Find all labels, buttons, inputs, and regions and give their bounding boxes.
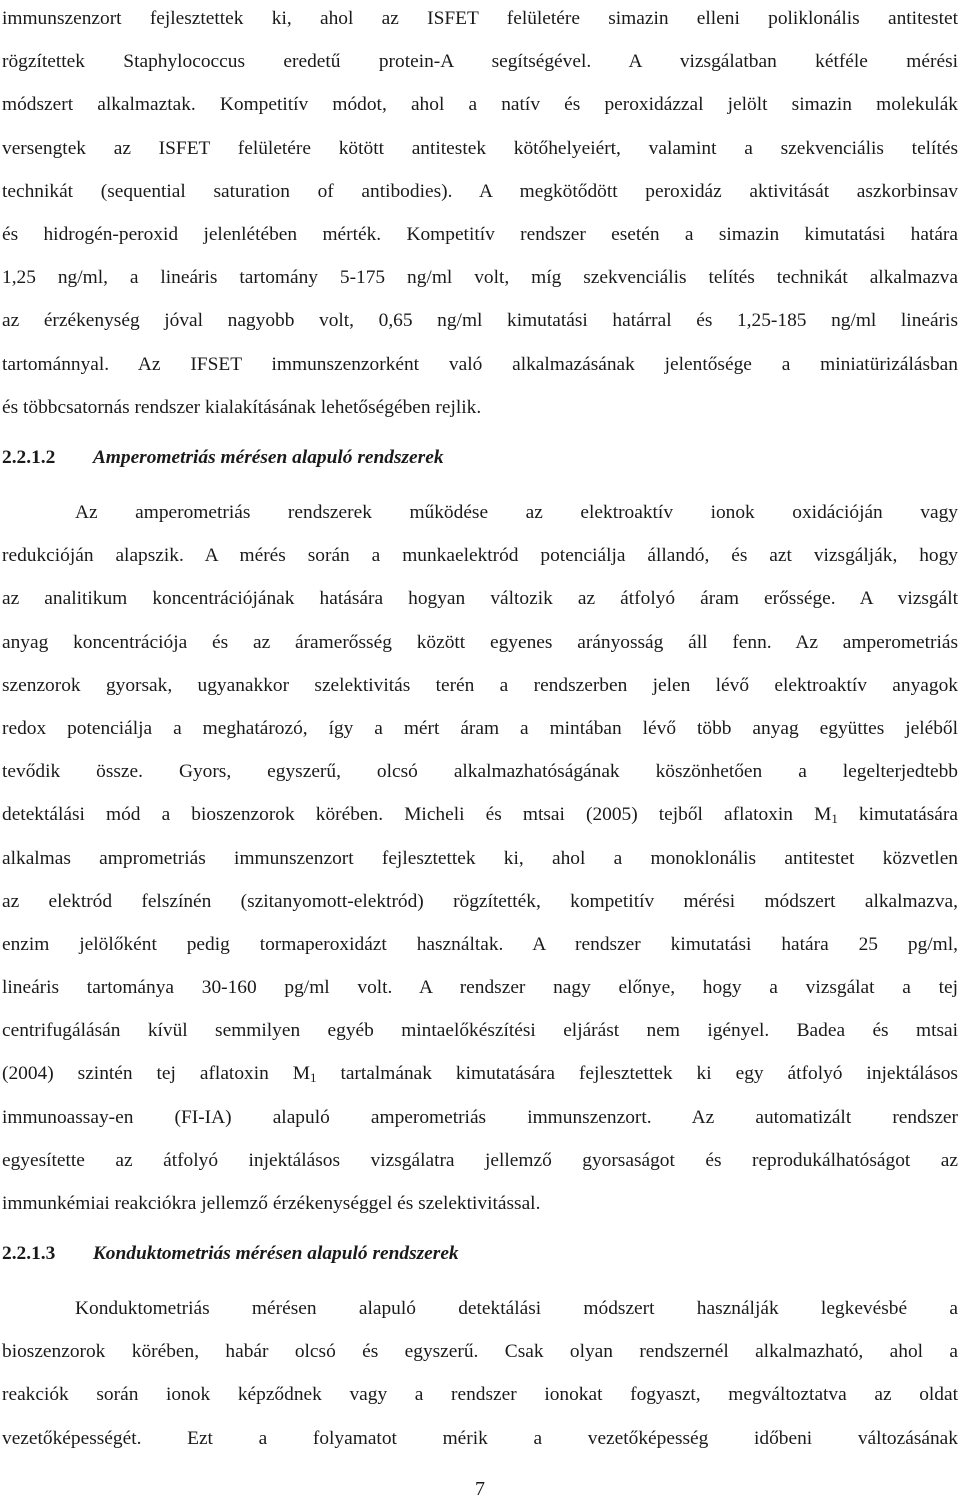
paragraph-amperometric — [2, 491, 958, 1225]
text-line: alkalmas amprometriás immunszenzort fejlesztettek ki, ahol a monoklonális antitestet közvetlen — [2, 847, 958, 869]
text-line: és hidrogén-peroxid jelenlétében mérték. Kompetitív rendszer esetén a simazin kimutatási határa — [2, 223, 958, 245]
text-fragment: tartalmának kimutatására fejlesztettek ki egy átfolyó injektálásos — [316, 1063, 958, 1085]
text-line: az érzékenység jóval nagyobb volt, 0,65 ng/ml kimutatási határral és 1,25-185 ng/ml lineáris — [2, 310, 958, 332]
text-line: módszert alkalmaztak. Kompetitív módot, ahol a natív és peroxidázzal jelölt simazin molekulák — [2, 94, 958, 116]
text-line: egyesítette az átfolyó injektálásos vizsgálatra jellemző gyorsaságot és reprodukálhatóságot az — [2, 1149, 958, 1171]
text-line: centrifugálásán kívül semmilyen egyéb mintaelőkészítési eljárást nem igényel. Badea és mtsai — [2, 1020, 958, 1042]
text-line: tevődik össze. Gyors, egyszerű, olcsó alkalmazhatóságának köszönhetően a legelterjedtebb — [2, 761, 958, 783]
text-line: 1,25 ng/ml, a lineáris tartomány 5-175 ng/ml volt, míg szekvenciális telítés technikát alkalmazva — [2, 267, 958, 289]
text-line: és többcsatornás rendszer kialakításának lehetőségében rejlik. — [2, 396, 482, 418]
text-line: redox potenciálja a meghatározó, így a mért áram a mintában lévő több anyag együttes jeléből — [2, 717, 958, 739]
subscript: 1 — [831, 811, 838, 827]
section-heading-amperometric — [2, 446, 444, 470]
text-line: versengtek az ISFET felületére kötött antitestek kötőhelyeiért, valamint a szekvenciális telítés — [2, 137, 958, 159]
text-line: immunkémiai reakciókra jellemző érzékenységgel és szelektivitással. — [2, 1193, 541, 1214]
text-fragment: (2004) szintén tej aflatoxin M — [2, 1063, 310, 1085]
text-line: immunszenzort fejlesztettek ki, ahol az ISFET felületére simazin elleni poliklonális antitestet — [2, 8, 958, 29]
text-line: rögzítettek Staphylococcus eredetű protein-A segítségével. A vizsgálatban kétféle mérési — [2, 51, 958, 73]
text-line: Az amperometriás rendszerek működése az elektroaktív ionok oxidációján vagy — [75, 502, 958, 523]
text-line: az analitikum koncentrációjának hatására hogyan változik az átfolyó áram erőssége. A vizsgált — [2, 588, 958, 610]
paragraph-conductometric — [2, 1287, 958, 1460]
text-line: Konduktometriás mérésen alapuló detektálási módszert használják legkevésbé a — [75, 1298, 958, 1319]
page-number: 7 — [475, 1478, 485, 1500]
text-fragment: kimutatására — [837, 804, 958, 826]
section-title: Konduktometriás mérésen alapuló rendszerek — [92, 1243, 459, 1264]
text-line: technikát (sequential saturation of antibodies). A megkötődött peroxidáz aktivitását aszkorbinsav — [2, 180, 958, 202]
section-number: 2.2.1.3 — [2, 1243, 56, 1264]
text-line: tartománnyal. Az IFSET immunszenzorként való alkalmazásának jelentősége a miniatürizálásban — [2, 353, 958, 375]
text-line: enzim jelölőként pedig tormaperoxidázt használtak. A rendszer kimutatási határa 25 pg/ml, — [2, 933, 958, 955]
text-line-aflatoxin — [2, 793, 958, 836]
text-line: redukcióján alapszik. A mérés során a munkaelektród potenciálja állandó, és azt vizsgálják, hogy — [2, 545, 958, 567]
text-line: lineáris tartománya 30-160 pg/ml volt. A rendszer nagy előnye, hogy a vizsgálat a tej — [2, 977, 958, 999]
section-heading-conductometric — [2, 1242, 459, 1266]
text-line-aflatoxin — [2, 1052, 958, 1095]
text-line: bioszenzorok körében, habár olcsó és egyszerű. Csak olyan rendszernél alkalmazható, ahol a — [2, 1341, 958, 1363]
text-fragment: detektálási mód a bioszenzorok körében. Micheli és mtsai (2005) tejből aflatoxin M — [2, 804, 832, 826]
paragraph-isfet — [2, 0, 958, 429]
section-number: 2.2.1.2 — [2, 447, 56, 468]
section-title: Amperometriás mérésen alapuló rendszerek — [92, 447, 444, 468]
text-line: anyag koncentrációja és az áramerősség között egyenes arányosság áll fenn. Az amperometriás — [2, 631, 958, 653]
subscript: 1 — [309, 1070, 317, 1086]
text-line: immunoassay-en (FI-IA) alapuló amperometriás immunszenzort. Az automatizált rendszer — [2, 1106, 958, 1128]
text-line: reakciók során ionok képződnek vagy a rendszer ionokat fogyaszt, megváltoztatva az oldat — [2, 1384, 958, 1406]
text-line: vezetőképességét. Ezt a folyamatot mérik a vezetőképesség időbeni változásának — [2, 1427, 958, 1449]
text-line: szenzorok gyorsak, ugyanakkor szelektivitás terén a rendszerben jelen lévő elektroaktív anyagok — [2, 674, 958, 696]
text-line: az elektród felszínén (szitanyomott-elektród) rögzítették, kompetitív mérési módszert alkalmazva, — [2, 890, 958, 912]
